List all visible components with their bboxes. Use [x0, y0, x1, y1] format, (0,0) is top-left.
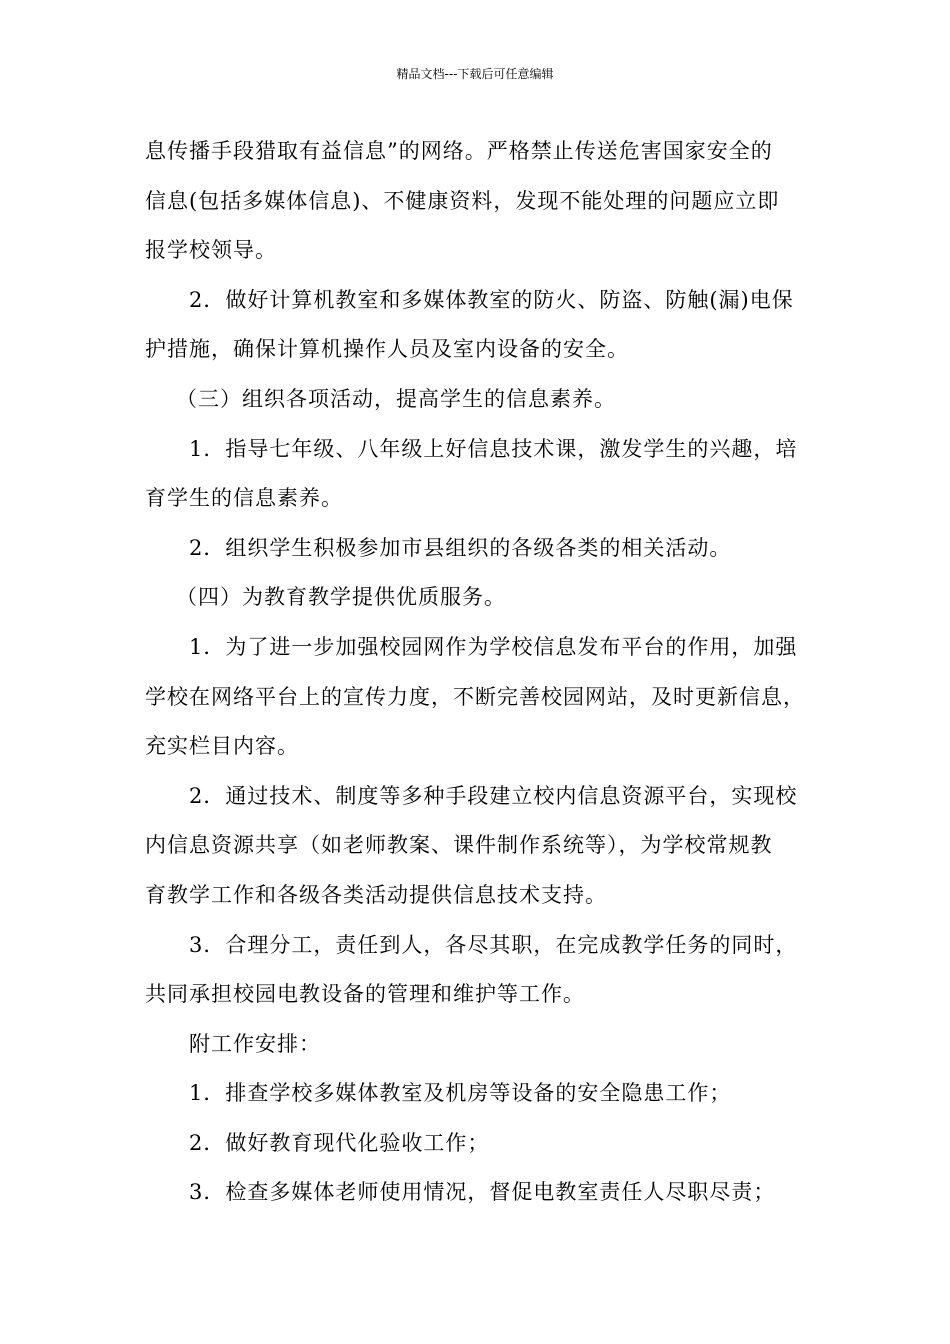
paragraph-start: 附工作安排：: [189, 1031, 321, 1056]
paragraph-start: 2．做好计算机教室和多媒体教室的防火、防盗、防触(漏)电保: [189, 287, 794, 312]
text-line: 息传播手段猎取有益信息”的网络。严格禁止传送危害国家安全的: [145, 139, 773, 163]
list-item: 3．检查多媒体老师使用情况，督促电教室责任人尽职尽责；: [189, 1180, 776, 1205]
document-body: [145, 131, 835, 1222]
text-line: 信息(包括多媒体信息)、不健康资料，发现不能处理的问题应立即: [145, 188, 780, 213]
section-heading: （三）组织各项活动，提高学生的信息素养。: [176, 386, 616, 411]
text-line: 育学生的信息素养。: [145, 486, 343, 511]
text-line: 报学校领导。: [145, 238, 277, 263]
page-header: 精品文档---下载后可任意编辑: [396, 67, 554, 81]
text-line: 学校在网络平台上的宣传力度，不断完善校园网站，及时更新信息，: [145, 684, 805, 709]
text-line: 充实栏目内容。: [145, 734, 299, 759]
text-line: 内信息资源共享（如老师教案、课件制作系统等），为学校常规教: [145, 833, 773, 858]
section-heading: （四）为教育教学提供优质服务。: [176, 585, 506, 610]
list-item: 2．做好教育现代化验收工作；: [189, 1130, 490, 1155]
paragraph-start: 1．为了进一步加强校园网作为学校信息发布平台的作用，加强: [189, 634, 798, 659]
paragraph-start: 3．合理分工，责任到人，各尽其职，在完成教学任务的同时，: [189, 932, 798, 957]
list-item: 1．排查学校多媒体教室及机房等设备的安全隐患工作；: [189, 1081, 732, 1106]
text-line: 共同承担校园电教设备的管理和维护等工作。: [145, 982, 585, 1007]
paragraph-start: 2．通过技术、制度等多种手段建立校内信息资源平台，实现校: [189, 783, 798, 808]
paragraph-start: 1．指导七年级、八年级上好信息技术课，激发学生的兴趣，培: [189, 436, 798, 461]
paragraph-start: 2．组织学生积极参加市县组织的各级各类的相关活动。: [189, 535, 732, 560]
text-line: 护措施，确保计算机操作人员及室内设备的安全。: [145, 337, 629, 362]
text-line: 育教学工作和各级各类活动提供信息技术支持。: [145, 882, 607, 907]
